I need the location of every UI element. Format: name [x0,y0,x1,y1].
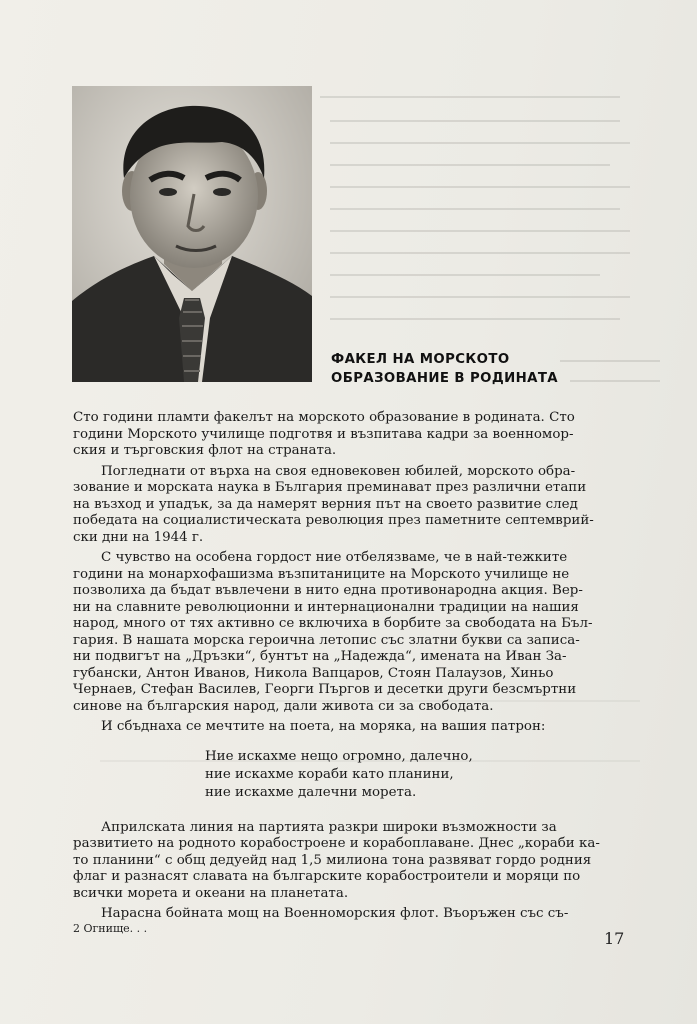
article-body [73,410,623,927]
text-line: Нарасна бойната мощ на Военноморския флот. Въоръжен със съ- [101,906,569,921]
text-line: всички морета и океани на планетата. [73,885,349,901]
poem-line: ние искахме кораби като планини, [205,766,454,782]
portrait-photo [72,86,312,382]
text-line: народ, много от тях активно се включиха в борбите за свободата на Бъл- [73,616,593,631]
text-line: ски дни на 1944 г. [73,529,204,545]
text-line: то планини“ с общ дедуейд над 1,5 милиона тона развяват гордо родния [73,852,592,868]
text-line: ни на славните революционни и интернационални традиции на нашия [73,599,579,615]
text-line: синове на българския народ, дали живота си за свободата. [73,698,494,714]
text-line: губански, Антон Иванов, Никола Вапцаров, Стоян Палаузов, Хиньо [73,665,554,681]
paragraph-2 [73,464,623,547]
text-line: ския и търговския флот на страната. [73,443,337,458]
poem-line: ние искахме далечни морета. [205,784,417,800]
paragraph-5 [73,820,623,903]
text-line: флаг и разнасят славата на българските корабостроители и моряци по [73,869,581,884]
text-line: зование и морската наука в България преминават през различни етапи [73,480,587,495]
text-line: Чернаев, Стефан Василев, Георги Пъргов и десетки други безсмъртни [73,682,577,697]
text-line: победата на социалистическата революция през паметните септемврий- [73,513,594,528]
text-line: Погледнати от върха на своя едновековен юбилей, морското обра- [101,463,576,479]
text-line: позволиха да бъдат въвлечени в нито една противонародна акция. Вер- [73,583,583,598]
paragraph-1 [73,410,623,460]
paragraph-4 [73,719,623,736]
text-line: на възход и упадък, за да намерят верния път на своето развитие след [73,496,578,512]
paragraph-6 [73,906,623,923]
poem-line: Ние искахме нещо огромно, далечно, [205,748,473,764]
poem-quote [73,748,623,802]
portrait-illustration [72,86,312,382]
text-line: развитието на родното корабостроене и корабоплаване. Днес „кораби ка- [73,836,600,851]
text-line: ни подвигът на „Дръзки“, бунтът на „Надежда“, имената на Иван За- [73,649,567,664]
text-line: години на монархофашизма възпитаниците на Морското училище не [73,566,570,582]
text-line: Априлската линия на партията разкри широки възможности за [101,819,557,835]
text-line: И сбъднаха се мечтите на поета, на моряка, на вашия патрон: [101,719,546,734]
paragraph-3 [73,550,623,715]
footnote-signature: 2 Огнище. . . [73,922,148,935]
title-line: ОБРАЗОВАНИЕ В РОДИНАТА [331,371,558,386]
article-title [331,350,558,388]
text-line: Сто години пламти факелът на морското образование в родината. Сто [73,410,575,425]
text-line: години Морското училище подготвя и възпитава кадри за военномор- [73,426,574,442]
title-line: ФАКЕЛ НА МОРСКОТО [331,352,510,367]
text-line: гария. В нашата морска героична летопис със златни букви са записа- [73,632,580,648]
page-number: 17 [604,929,625,948]
text-line: С чувство на особена гордост ние отбелязваме, че в най-тежките [101,550,568,565]
